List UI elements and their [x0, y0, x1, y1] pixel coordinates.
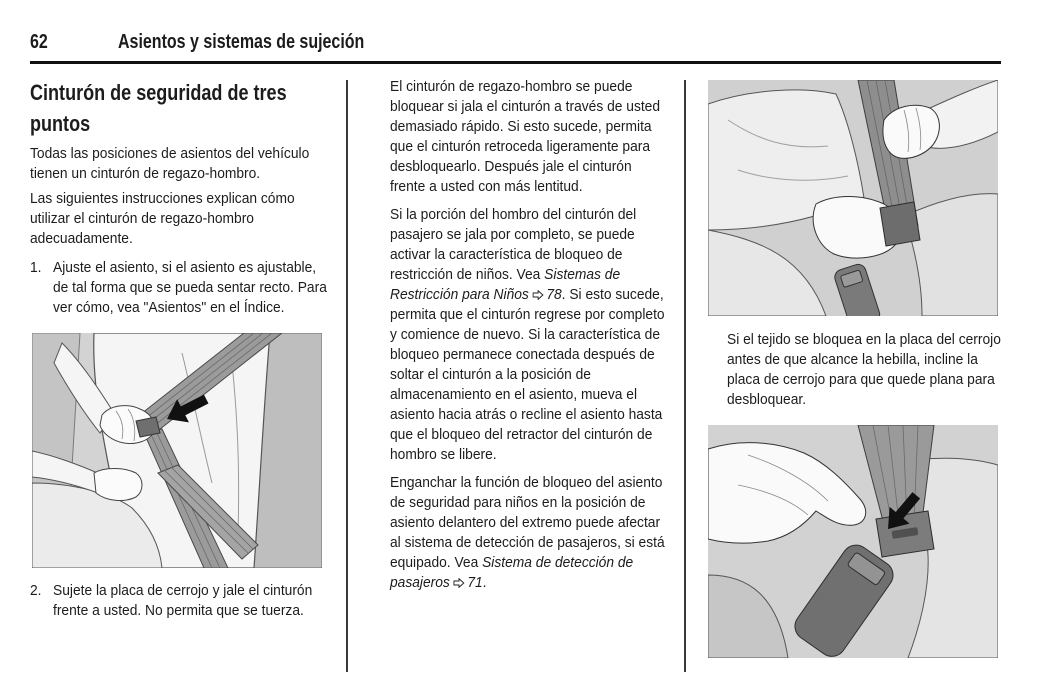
section-title: Asientos y sistemas de sujeción — [118, 31, 365, 53]
cross-reference-page: 78 — [546, 286, 562, 303]
belt-unlock-illustration — [708, 80, 998, 316]
intro-paragraph: Todas las posiciones de asientos del vehículo tienen un cinturón de regazo-hombro. — [30, 145, 310, 182]
instructions-paragraph: Las siguientes instrucciones explican cómo utilizar el cinturón de regazo-hombro adecuadamente. — [30, 190, 295, 247]
belt-lock-paragraph: El cinturón de regazo-hombro se puede bloquear si jala el cinturón a través de usted demasiado rápido. Si esto sucede, permita que el cinturón retroceda ligeramente para desbloquearlo. Después jale el cinturón frente a usted con más lentitud. — [390, 78, 661, 195]
cross-reference-page: 71 — [467, 574, 483, 591]
section-heading: Cinturón de seguridad de tres puntos — [30, 80, 287, 136]
left-column-step-2 — [30, 581, 330, 621]
passenger-sensing-paragraph — [390, 473, 667, 593]
column-divider — [346, 80, 348, 672]
column-divider — [684, 80, 686, 672]
page-reference-arrow-icon — [533, 290, 544, 300]
right-column — [727, 330, 1003, 410]
step-number: 1. — [30, 259, 42, 276]
child-restraint-paragraph — [390, 205, 667, 465]
step-1 — [30, 258, 330, 318]
step-text: Sujete la placa de cerrojo y jale el cinturón frente a usted. No permita que se tuerza. — [53, 582, 313, 619]
seat-belt-adjust-illustration — [32, 333, 322, 568]
header-rule — [30, 61, 1001, 64]
latch-plate — [136, 417, 160, 437]
paragraph-text: Si la porción del hombro del cinturón del pasajero se jala por completo, se puede activar la característica de bloqueo de restricción de niños. Vea — [390, 206, 637, 283]
latch-plate — [880, 202, 920, 246]
latch-insert-illustration — [708, 425, 998, 658]
lower-hand — [94, 469, 142, 501]
paragraph-text: . Si esto sucede, permita que el cinturón regrese por completo y comience de nuevo. Si la característica de bloqueo permanece conectada después de soltar el cinturón a la posición de almacenamiento en el asiento, mueva el asiento hacia atrás o recline el asiento hasta que el bloqueo del retractor del cinturón de hombro se libere. — [390, 286, 665, 463]
step-2 — [30, 581, 330, 621]
step-text: Ajuste el asiento, si el asiento es ajustable, de tal forma que se pueda sentar recto. Para ver cómo, vea "Asientos" en el Índice. — [53, 259, 327, 316]
paragraph-text: Enganchar la función de bloqueo del asiento de seguridad para niños en la posición de asiento delantero del extremo puede afectar al sistema de detección de pasajeros, si está equipado. Vea — [390, 474, 665, 571]
page-reference-arrow-icon — [454, 578, 465, 588]
middle-column — [390, 77, 667, 593]
cross-reference-title: Sistemas de Restricción para Niños — [390, 266, 621, 303]
latch-tilt-paragraph: Si el tejido se bloquea en la placa del cerrojo antes de que alcance la hebilla, incline la placa de cerrojo para que quede plana para desbloquear. — [727, 331, 1001, 408]
step-number: 2. — [30, 582, 42, 599]
paragraph-text: . — [482, 574, 487, 591]
left-column — [30, 77, 330, 318]
cross-reference-title: Sistema de detección de pasajeros — [390, 554, 634, 591]
page-number: 62 — [30, 31, 48, 53]
